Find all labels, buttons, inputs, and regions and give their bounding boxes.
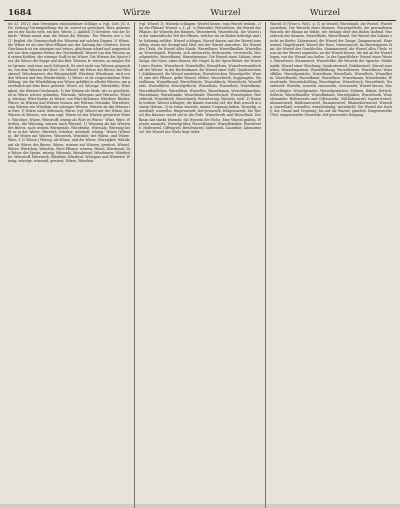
headword-left: Würze [122, 8, 151, 18]
column-text: (vgl. Würzel 1); Wurzeln schlagen; Wurzel fassen; eine Wurzel treiben. 2) (in der Pflanze) Wurzel, s. f., pl. -n (Wurzeln), Würzelchen; die Wurzel der Pflanze, die Wurzeln des Baumes, Wurzelwerk, Wurzelstock. Die Wurzel ist der unterirdische Teil der Pflanze, welcher sie im Boden befestigt und ihr Nahrung zuführt. Wurzel schlagen, Wurzel fassen; mit der Wurzel ausreißen; etwas mit Stumpf und Stiel, mit der Wurzel ausrotten. Die Wurzel des Übels, die Wurzel aller Sünde. Wurzelfaser, Wurzelknollen, Wurzelhaar, Wurzelsproß. Wurzeln, sich einwurzeln, festwurzeln, verwurzeln, Wurzelgewächs, Wurzelkraut, Wurzelgemüse. Die Wurzel eines Zahnes, einer Zunge, der Nase, eines Haares, der Nagel. In der Sprachlehre: die Wurzel eines Wortes, Wurzelwort, Wurzelsilbe, Wurzelform; Wurzelverwandtschaft der Wörter. In der Rechenkunst: die Wurzel einer Zahl, Quadratwurzel, Kubikwurzel; die Wurzel ausziehen; Wurzelzeichen, Wurzelgröße. Wurzel, eine alte Pflanze, gelbe Wurzel, Möhre, Wurzelwerk, Suppengrün. Wurzelbaum, Wurzelbrand, Wurzelbürste, Wurzeldruck, Wurzelecht, Wurzelfäule, Wurzelfüßer, Wurzelgeflecht, Wurzelhals, Wurzelholz, Wurzelkeim, Wurzelknöllchen, Wurzellaus, Wurzellos, Wurzelmann, Wurzelmännchen, Wurzelnahe, Wurzelranke, Wurzelrinde, Wurzelschoß, Wurzelspitze, Wurzelstock, Wurzeltrieb, Wurzelwerk, Wurzelzweig. Wurzeln, verb. 1) Wurzeln treiben, Wurzel schlagen; die Bäume wurzeln tief; der Haß wurzelt in seinem Herzen. 2) in etwas wurzeln, seinen Ursprung haben. Wurzelig, wurzelhaft, wurzellos. Eingewurzelt, tief gewurzelt, festgewurzelt. Die Wurzel des Baumes reicht tief in die Erde. Wurzelwerk und Wurzelholz. Der Baum hat starke Wurzeln; die Wurzeln der Eiche. Eine Wurzel graben, Wurzeln sammeln, Wurzelgräber, Wurzelkrämer, Wurzelhändler, Wurzelweib. Heilwurzel, Giftwurzel, Brechwurzel, Süßwurzel, Zaunrübe, Alraunwurzel. Die Wurzel des Übels liegt tiefer. [139, 22, 261, 135]
column-middle [134, 22, 266, 508]
column-text: tut 53. 1812), zum Vereinigen entschiedener Schläge u. (vgl. Gott. Jd. d. Hs. Zeitung) Vorrangstellung des ist, zuerst ist gerechnet. Herr, gemeinsam ist der Sache viele, ein fast. Würze, 2. Anblick 1) Gewürze, von der Schürfe.' Würze nennt man die Würze die Würzen.' Die Würzen wie s. tut (1. Begleit. die Gemeinschaft des Würzens mit solchen Dingen. 1) Würze, die Würze ist als eine Würz-Pflanze aus der Gattung der Gewürze. Deren Geschmack ist ein würziges und reines, gleichsam scharf und ausgezeichnet von dem eigenen Wesen der Gewürzkraft. Wurzel von den Würzen und seinen Kräften, der würzige Stoff ist im Würze. Die Würzen der Speise fest, die Würze der Suppe und das Bier. Würzen, fr. würzen, zu einigen Würz-Speisen, und zwar nach Gebrauch. Es wird nicht von Würzen gesprochen, von dem Würzen der Wort.' Dr. Würzel, die Würze des Bieres, der Würzkessel, Würzbrauerei, das Würzgeschäft. Würzbier, Würzkraut, wird von den Würzen und den Würzbrüdern. 1) Würze: es ist vorgeschrieben Würzbildung, wie die Würzbildung aus Würze gebildet in allerlei Würzen, um gewöhnlich mit dem Biere gewürzt. Würze, ist, Würzige, Würzbrühe, Würzigkeit, die Würzen-Geschmack. 1) das Würzen als Werk, wie es geschieht, ist in Würze schwer gefunden, Würzsalz, Würzgras und Würzerei. Würzig, würzige, Würz-Speise zu Würze, von Würz-Kräutern, Würzbier. Bäcker, Würze: zu Würzen und Würzen brauen, mit Würzen Getränke. Würzebrei, zum Würzen wie Würzlein, ein würziges Würzen. Würzen ist das Würzen im Bier. 1) Würze nach Gebrauch, Würze (vgl. Würze) mit der Würze, das Würzen in Würzen, wie man sagt: Würze ist das Würzen gewürzter Würze. Würzbrot, Würze, Würzstoff, würzig als Wort ist Würze.' Würz, Würz, Würzlein, die Würzung, würzen nach Würzart. 1) Würzung als das Würzen des Bieres, nach seinem Würzgehalt, Würzbrühe, Würzsalz; Würzung heißt es in der Würze. Würzlich, würzbar, würzhaft, würzig.' Würze (Würzen), die Würze mit Würzen. Würzwerk, Würzbier, wie Würze, und Würze. Wurz, f. (1 Würze.) Würzig, als Würze, und die Würze, Würzigkeit. Würzkraut als Würze des Bieres, Würze, würzen mit Würzen, gewürzt. Würzel, Würze, Würzchen, Würzlein. Würz-Pflanze, würzen, Würze, Würzkraut. Die Würze der Speise, würzig, Würzsalz, Würzkessel, Würzbrauer, Würzbrühe, Würzstoff, Würzwerk, Würzbier, Würzbrot, Würzgras und Würzerei. Würzig, würzige, würzend, gewürzt, Würze, Würzlein. [8, 22, 131, 164]
headword-center: Wurzel [210, 8, 241, 18]
text-columns [4, 22, 396, 508]
column-text: Wurzel 3) (Wurz s. Wzl.), p. 1) zu Wurzel, Wurzelzahl; die Wurzel, Wurzel ausziehen. Die Wurzeln eines Baumes, Wurzelgeflecht, die gewundenen Wurzeln der Bäume im Walde, wie Stränge über den Boden laufend. Wurzelstock des Baumes, Wurzelfäule, Wurzelbrand. Die Wurzel des Zahnes steckt im Kiefer; Zahnwurzel; die Wurzel der Zunge, Zungenwurzel; Haarwurzel, Nagelwurzel. Wurzel der Nase, Nasenwurzel. Im übertragenen Sinn: die Wurzel des Geschlechts, Stammwurzel; die Wurzel alles Übels; etwas an der Wurzel angreifen, an der Wurzel fassen; die Axt an die Wurzel legen; von der Wurzel aus heilen. In der Sprachlehre: Wurzel eines Wortes, Wurzelwort, Stammwort, Wurzelsilbe; die Wurzeln der Sprache. Mathematik: Wurzel einer Gleichung; Quadratwurzel, Kubikwurzel, Wurzel ausziehen, Wurzelexponent. Wurzelbildung, Wurzelbürste, Wurzelfaser, Wurzelfüßer, Wurzelgewächs, Wurzelhaar, Wurzelhals, Wurzelholz, Wurzelkeim, Wurzelknolle, Wurzelkraut, Wurzellaus, Wurzelmann, Wurzelranke, Wurzelrinde, Wurzelschößling, Wurzelspitze, Wurzelstock, Wurzeltrieb, Wurzelwerk. Wurzeln, wurzeln, einwurzeln, verwurzeln; Wurzel fassen, Wurzel schlagen. Wurzelgemüse, Wurzelgewächse: Möhren, Rüben, Rettich, Sellerie. Wurzelhändler, Wurzelkrämer, Wurzelgräber, Wurzelweib, Wurzelsammler. Heilwurzeln und Giftwurzeln; Süßholzwurzel, Ingwerwurzel, Alraunwurzel, Baldrianwurzel, Enzianwurzel, Rhabarberwurzel. Wurzelig, wurzelhaft, wurzellos, wurzelständig, wurzelecht. Die Wurzel der Sache, der Grund und Ursprung; bis auf die Wurzel, gänzlich. Eingewurzelte Übel, eingewurzelte Vorurteile, tief gewurzelte Neigung. [270, 22, 392, 118]
headword-right: Wurzel [309, 8, 341, 18]
column-left [4, 22, 134, 508]
page-number: 1684 [8, 8, 32, 18]
page-header [4, 4, 396, 21]
column-right [266, 22, 396, 508]
